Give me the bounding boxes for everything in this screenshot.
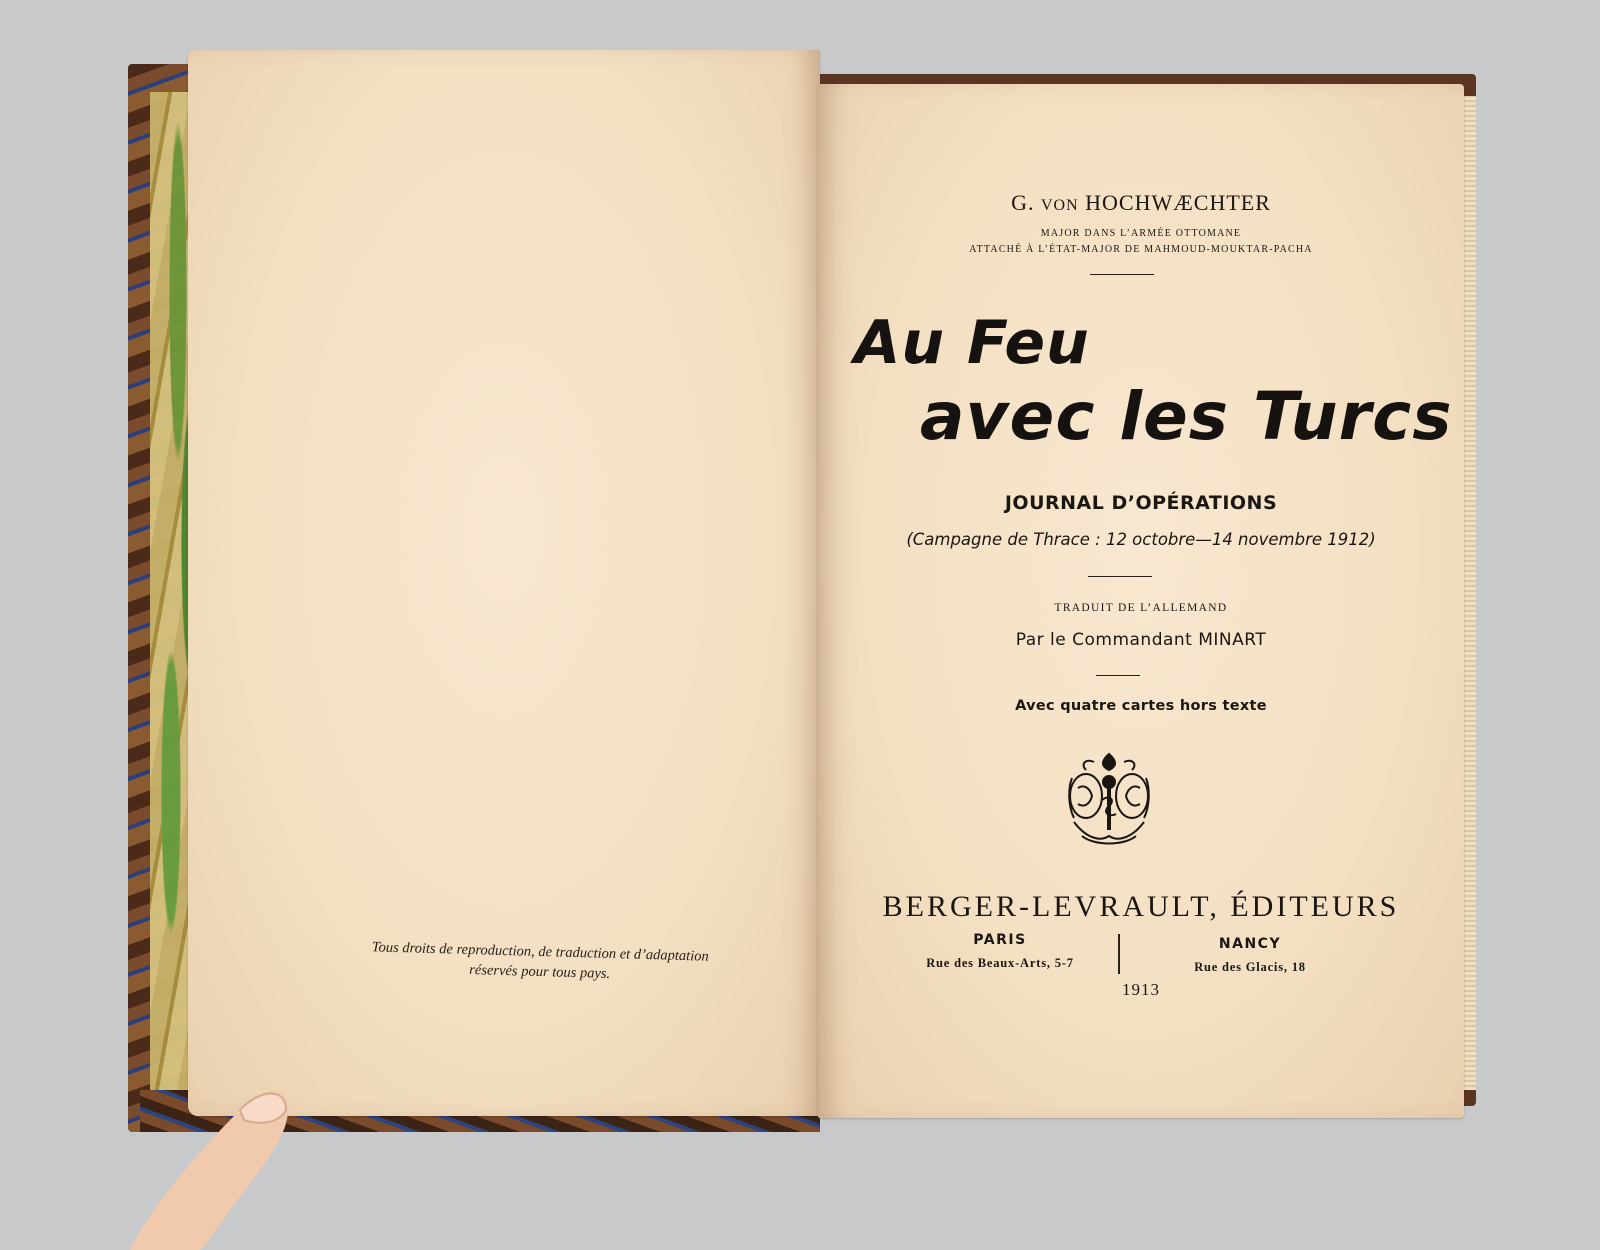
divider-rule [1088, 576, 1152, 577]
title-line-2: avec les Turcs [920, 378, 1453, 455]
address-paris: Rue des Beaux-Arts, 5-7 [926, 956, 1074, 970]
finger [120, 1040, 292, 1250]
divider-rule [1096, 675, 1140, 676]
author-rank: MAJOR DANS L’ARMÉE OTTOMANE [1040, 228, 1242, 239]
publisher-name: BERGER-LEVRAULT, ÉDITEURS [882, 890, 1400, 923]
page-edges [1462, 96, 1476, 1090]
rights-note-line2: réservés pour tous pays. [469, 962, 611, 982]
publisher-device-emblem-icon [1064, 748, 1154, 852]
divider-rule [1090, 274, 1154, 275]
address-nancy: Rue des Glacis, 18 [1194, 960, 1306, 974]
title-line-1: Au Feu [854, 308, 1090, 378]
publication-year: 1913 [1122, 980, 1160, 999]
subtitle: JOURNAL D’OPÉRATIONS [1004, 492, 1278, 514]
author-credentials [818, 226, 1464, 258]
address-separator [1118, 934, 1120, 974]
author-particle: VON [1040, 197, 1079, 214]
city-paris: PARIS [973, 932, 1027, 948]
translator: Par le Commandant MINART [1015, 630, 1267, 650]
author-initial: G. [1011, 190, 1035, 215]
maps-note: Avec quatre cartes hors texte [1015, 698, 1267, 714]
rights-note-line1: Tous droits de reproduction, de traduction et d’adaptation [371, 939, 709, 965]
author-name [818, 190, 1464, 216]
author-surname: HOCHWÆCHTER [1085, 190, 1271, 215]
author-attachment: ATTACHÉ À L’ÉTAT-MAJOR DE MAHMOUD-MOUKTAR-PACHA [969, 244, 1313, 255]
city-nancy: NANCY [1218, 936, 1282, 952]
translation-note: TRADUIT DE L’ALLEMAND [1054, 602, 1228, 614]
campaign-dates: (Campagne de Thrace : 12 octobre—14 novembre 1912) [906, 530, 1376, 549]
